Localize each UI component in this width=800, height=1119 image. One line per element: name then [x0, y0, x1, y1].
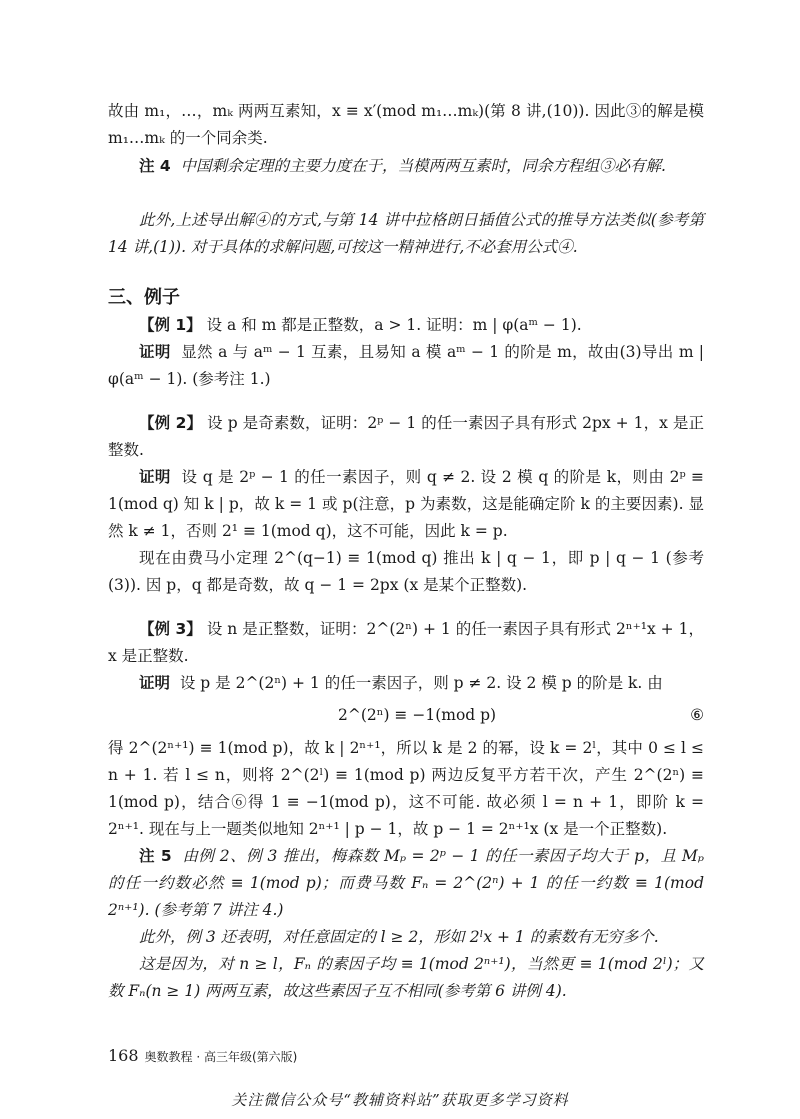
page-number: 168 [108, 1046, 139, 1065]
proof-3-label: 证明 [139, 674, 171, 692]
example-1-label: 【例 1】 [139, 316, 202, 334]
note-5-label: 注 5 [139, 847, 172, 865]
proof-3-text: 设 p 是 2^(2ⁿ) + 1 的任一素因子，则 p ≠ 2. 设 2 模 p 的阶是 k. 由 [179, 674, 663, 692]
paragraph-fermat: 现在由费马小定理 2^(q−1) ≡ 1(mod q) 推出 k | q − 1，即 p | q − 1 (参考(3)). 因 p，q 都是奇数，故 q − 1 = 2px (x 是某个正整数). [108, 549, 704, 594]
proof-2-label: 证明 [139, 468, 171, 486]
section-heading: 三、例子 [108, 287, 180, 308]
paragraph-order-argument: 得 2^(2ⁿ⁺¹) ≡ 1(mod p)，故 k | 2ⁿ⁺¹，所以 k 是 2 的幂，设 k = 2ˡ，其中 0 ≤ l ≤ n + 1. 若 l ≤ n，则将 2^(2ˡ) ≡ 1(mod p) 两边反复平方若干次，产生 2^(2ⁿ) ≡ 1(mod p)，结合⑥得 1 ≡ −1(mod p)，这不可能. 故必须 l = n + 1，即阶 k = 2ⁿ⁺¹. 现在与上一题类似地知 2ⁿ⁺¹ | p − 1，故 p − 1 = 2ⁿ⁺¹x (x 是一个正整数). [108, 739, 704, 838]
paragraph-crt-conclusion: 故由 m₁，…，mₖ 两两互素知，x ≡ x′(mod m₁…mₖ)(第 8 讲,(10)). 因此③的解是模 m₁…mₖ 的一个同余类. [108, 102, 704, 147]
example-3-text: 设 n 是正整数，证明：2^(2ⁿ) + 1 的任一素因子具有形式 2ⁿ⁺¹x + 1，x 是正整数. [108, 620, 704, 665]
proof-1-text: 显然 a 与 aᵐ − 1 互素，且易知 a 模 aᵐ − 1 的阶是 m，故由(3)导出 m | φ(aᵐ − 1). (参考注 1.) [108, 343, 704, 388]
example-2 [108, 410, 704, 464]
paragraph-infinite-primes: 此外，例 3 还表明，对任意固定的 l ≥ 2，形如 2ˡx + 1 的素数有无穷多个. [139, 928, 659, 946]
example-2-label: 【例 2】 [139, 414, 203, 432]
proof-1-label: 证明 [139, 343, 171, 361]
note-4-text: 中国剩余定理的主要力度在于，当模两两互素时，同余方程组③必有解. [180, 157, 666, 175]
example-1 [108, 312, 704, 339]
proof-1 [108, 339, 704, 393]
watermark-text: 关注微信公众号“教辅资料站”获取更多学习资料 [231, 1091, 569, 1109]
paragraph-coprime: 这是因为，对 n ≥ l，Fₙ 的素因子均 ≡ 1(mod 2ⁿ⁺¹)，当然更 ≡ 1(mod 2ˡ)；又数 Fₙ(n ≥ 1) 两两互素，故这些素因子互不相同(参考第 6 讲例 4). [108, 955, 704, 1000]
note-4 [108, 153, 704, 180]
example-3-label: 【例 3】 [139, 620, 202, 638]
note-4-label: 注 4 [139, 157, 171, 175]
equation-6-body: 2^(2ⁿ) ≡ −1(mod p) [338, 706, 497, 724]
page-footer [108, 1046, 297, 1065]
example-1-text: 设 a 和 m 都是正整数，a > 1. 证明：m | φ(aᵐ − 1). [206, 316, 582, 334]
equation-6-number: ⑥ [690, 706, 704, 724]
note-5-text: 由例 2、例 3 推出，梅森数 Mₚ = 2ᵖ − 1 的任一素因子均大于 p，且 Mₚ 的任一约数必然 ≡ 1(mod p)；而费马数 Fₙ = 2^(2ⁿ) + 1 的任一约数 ≡ 1(mod 2ⁿ⁺¹). (参考第 7 讲注 4.) [108, 847, 704, 919]
proof-2-text: 设 q 是 2ᵖ − 1 的任一素因子，则 q ≠ 2. 设 2 模 q 的阶是 k，则由 2ᵖ ≡ 1(mod q) 知 k | p，故 k = 1 或 p(注意，p 为素数，这是能确定阶 k 的主要因素). 显然 k ≠ 1，否则 2¹ ≡ 1(mod q)，这不可能，因此 k = p. [108, 468, 704, 540]
note-5 [108, 843, 704, 924]
example-3 [108, 616, 704, 670]
example-2-text: 设 p 是奇素数，证明：2ᵖ − 1 的任一素因子具有形式 2px + 1，x 是正整数. [108, 414, 704, 459]
book-title: 奥数教程 · 高三年级(第六版) [144, 1050, 298, 1064]
paragraph-lagrange: 此外,上述导出解④的方式,与第 14 讲中拉格朗日插值公式的推导方法类似(参考第 14 讲,(1)). 对于具体的求解问题,可按这一精神进行,不必套用公式④. [108, 211, 704, 256]
proof-2 [108, 464, 704, 545]
proof-3 [108, 670, 704, 697]
